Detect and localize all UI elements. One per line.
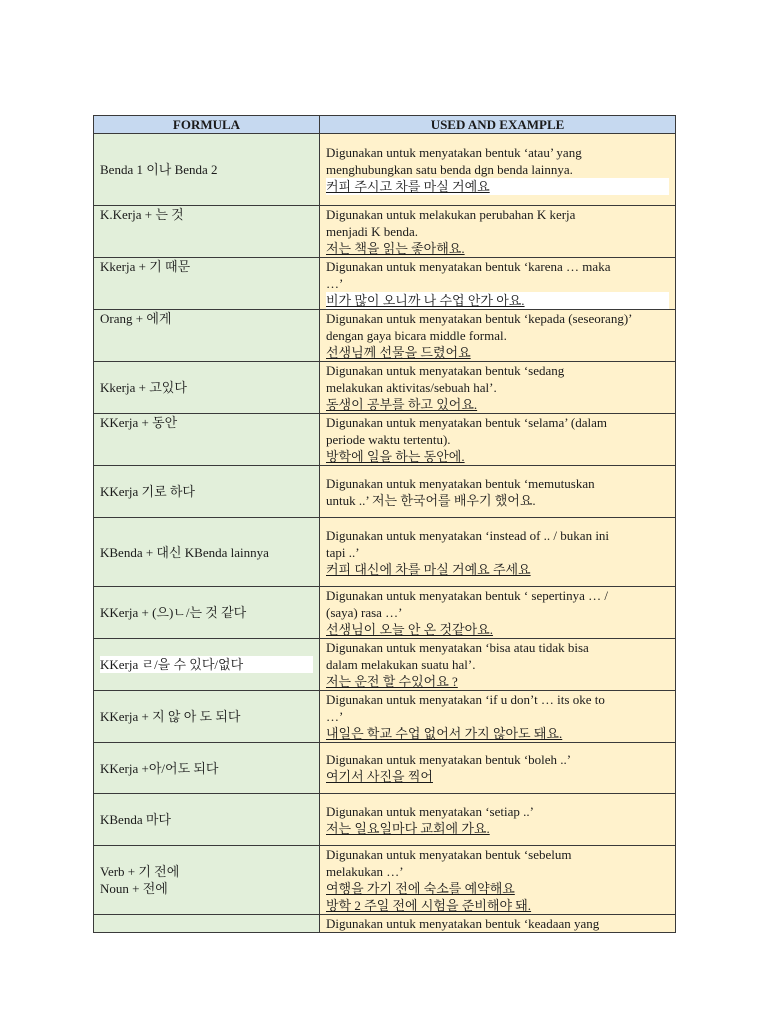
formula-cell <box>94 587 320 639</box>
used-example-cell <box>320 587 676 639</box>
formula-cell <box>94 639 320 691</box>
description-text: …’ <box>326 276 344 291</box>
description-text: Digunakan untuk menyatakan bentuk ‘memutuskan <box>326 475 595 491</box>
formula-text: K.Kerja + 는 것 <box>100 207 184 222</box>
table-row <box>94 743 676 794</box>
table-row <box>94 414 676 466</box>
formula-text: KKerja 기로 하다 <box>100 484 195 499</box>
table-row <box>94 846 676 915</box>
description-text: menghubungkan satu benda dgn benda lainnya. <box>326 162 573 177</box>
example-text: 동생이 공부를 하고 있어요. <box>326 397 478 412</box>
table-row <box>94 587 676 639</box>
used-example-cell <box>320 794 676 846</box>
description-text: Digunakan untuk menyatakan ‘if u don’t … its oke to <box>326 692 605 707</box>
description-text: Digunakan untuk menyatakan bentuk ‘selama’ (dalam <box>326 415 607 430</box>
used-example-cell <box>320 414 676 466</box>
example-text: 여행을 가기 전에 숙소를 예약해요 <box>326 881 515 896</box>
description-text: melakukan …’ <box>326 864 404 879</box>
formula-text: KKerja + 동안 <box>100 415 178 430</box>
formula-text: Kkerja + 기 때문 <box>100 259 191 274</box>
example-text: 방학 2 주일 전에 시험을 준비해야 돼. <box>326 898 532 913</box>
description-text: untuk ..’ 저는 한국어를 배우기 했어요. <box>326 492 536 508</box>
description-text: dengan gaya bicara middle formal. <box>326 328 507 343</box>
description-text: dalam melakukan suatu hal’. <box>326 657 476 672</box>
formula-text: Benda 1 이나 Benda 2 <box>100 162 218 177</box>
table-row <box>94 258 676 310</box>
description-text: (saya) rasa …’ <box>326 605 403 620</box>
formula-cell <box>94 691 320 743</box>
used-example-cell <box>320 466 676 518</box>
formula-text: Verb + 기 전에 <box>100 864 180 879</box>
formula-cell <box>94 310 320 362</box>
formula-cell <box>94 258 320 310</box>
example-text: 저는 책을 읽는 좋아해요. <box>326 241 465 256</box>
formula-text: KKerja + (으)ㄴ/는 것 같다 <box>100 605 247 620</box>
example-text: 방학에 일을 하는 동안에. <box>326 449 465 464</box>
formula-cell <box>94 846 320 915</box>
example-text: 저는 일요일마다 교회에 가요. <box>326 820 490 836</box>
used-example-cell <box>320 134 676 206</box>
formula-cell <box>94 466 320 518</box>
used-example-cell <box>320 915 676 933</box>
example-text: 비가 많이 오니까 나 수업 안가 아요. <box>326 292 669 309</box>
header-row <box>94 116 676 134</box>
example-text: 선생님께 선물을 드렸어요 <box>326 345 471 360</box>
table-row <box>94 691 676 743</box>
formula-cell <box>94 206 320 258</box>
formula-text: Noun + 전에 <box>100 881 168 896</box>
formula-cell <box>94 362 320 414</box>
formula-text: Orang + 에게 <box>100 311 172 326</box>
example-text: 선생님이 오늘 안 온 것같아요. <box>326 622 493 637</box>
example-text: 내일은 학교 수업 없어서 가지 않아도 돼요. <box>326 726 563 741</box>
table-row <box>94 466 676 518</box>
used-example-cell <box>320 362 676 414</box>
description-text: melakukan aktivitas/sebuah hal’. <box>326 380 497 395</box>
table-row <box>94 639 676 691</box>
header-used-example: USED AND EXAMPLE <box>320 116 676 134</box>
table-row <box>94 518 676 587</box>
used-example-cell <box>320 258 676 310</box>
description-text: menjadi K benda. <box>326 224 419 239</box>
header-formula: FORMULA <box>94 116 320 134</box>
table-row <box>94 206 676 258</box>
table-row <box>94 915 676 933</box>
description-text: Digunakan untuk menyatakan bentuk ‘ sepertinya … / <box>326 588 608 603</box>
used-example-cell <box>320 518 676 587</box>
formula-text: KBenda 마다 <box>100 812 171 827</box>
formula-cell <box>94 794 320 846</box>
table-row <box>94 310 676 362</box>
table-row <box>94 362 676 414</box>
formula-text: KBenda + 대신 KBenda lainnya <box>100 544 269 560</box>
description-text: Digunakan untuk melakukan perubahan K kerja <box>326 207 576 222</box>
used-example-cell <box>320 846 676 915</box>
formula-text: KKerja +아/어도 되다 <box>100 760 219 776</box>
description-text: Digunakan untuk menyatakan bentuk ‘atau’ yang <box>326 145 582 160</box>
description-text: Digunakan untuk menyatakan ‘setiap ..’ <box>326 803 534 819</box>
table-row <box>94 794 676 846</box>
description-text: Digunakan untuk menyatakan ‘instead of .. / bukan ini <box>326 527 610 543</box>
used-example-cell <box>320 639 676 691</box>
used-example-cell <box>320 206 676 258</box>
example-text: 커피 주시고 차를 마실 거예요 <box>326 178 669 195</box>
description-text: tapi ..’ <box>326 544 360 560</box>
description-text: periode waktu tertentu). <box>326 432 451 447</box>
description-text: Digunakan untuk menyatakan ‘bisa atau tidak bisa <box>326 640 589 655</box>
formula-cell <box>94 743 320 794</box>
used-example-cell <box>320 691 676 743</box>
description-text: Digunakan untuk menyatakan bentuk ‘kepada (seseorang)’ <box>326 311 633 326</box>
used-example-cell <box>320 743 676 794</box>
description-text: …’ <box>326 709 344 724</box>
example-text: 여기서 사진을 찍어 <box>326 769 433 784</box>
formula-text: KKerja ㄹ/을 수 있다/없다 <box>100 656 313 673</box>
table-body <box>94 134 676 933</box>
formula-text: Kkerja + 고있다 <box>100 380 187 395</box>
table-row <box>94 134 676 206</box>
formula-text: KKerja + 지 않 아 도 되다 <box>100 709 241 724</box>
description-text: Digunakan untuk menyatakan bentuk ‘keadaan yang <box>326 916 600 931</box>
description-text: Digunakan untuk menyatakan bentuk ‘boleh ..’ <box>326 752 572 767</box>
description-text: Digunakan untuk menyatakan bentuk ‘karena … maka <box>326 259 611 274</box>
formula-cell <box>94 915 320 933</box>
formula-cell <box>94 134 320 206</box>
used-example-cell <box>320 310 676 362</box>
example-text: 저는 운전 할 수있어요 ? <box>326 674 458 689</box>
formula-cell <box>94 518 320 587</box>
grammar-table <box>93 115 676 933</box>
description-text: Digunakan untuk menyatakan bentuk ‘sedang <box>326 363 565 378</box>
example-text: 커피 대신에 차를 마실 거예요 주세요 <box>326 561 531 577</box>
description-text: Digunakan untuk menyatakan bentuk ‘sebelum <box>326 847 572 862</box>
formula-cell <box>94 414 320 466</box>
